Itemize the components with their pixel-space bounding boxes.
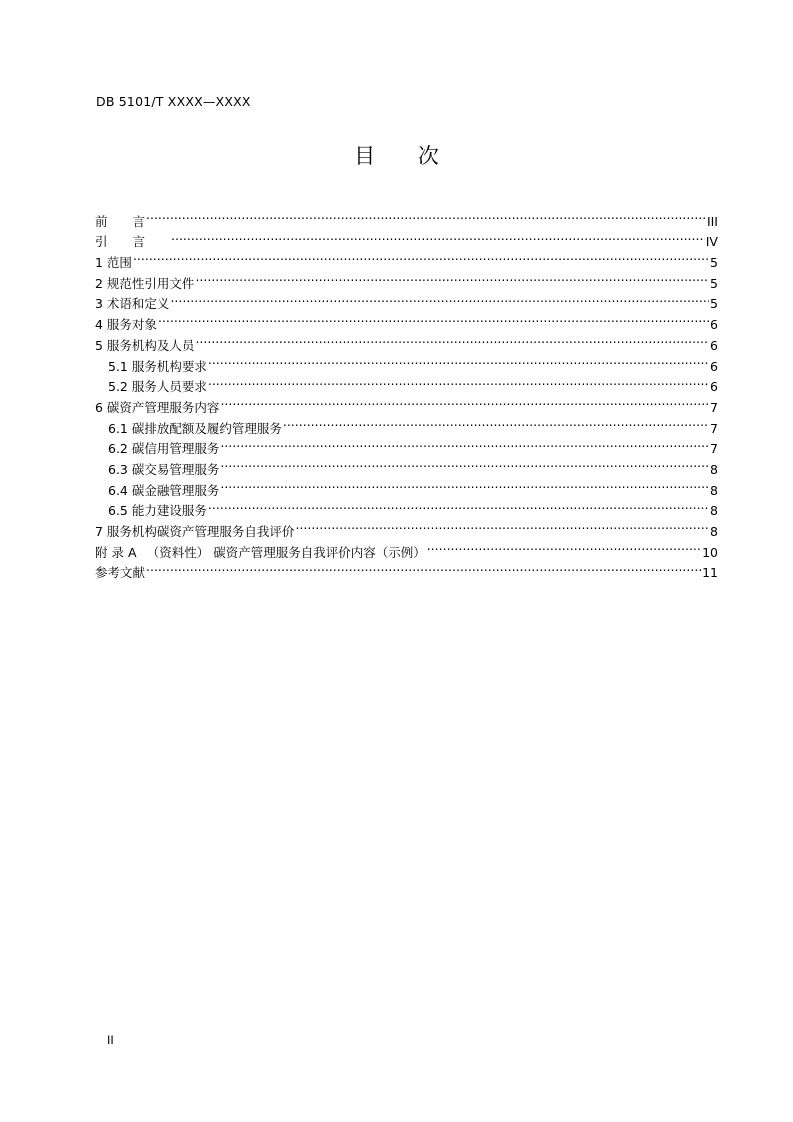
toc-leader-dots (146, 205, 706, 226)
toc-entry-service-objects[interactable] (95, 308, 718, 333)
toc-entry-label: 6.5 能力建设服务 (108, 503, 207, 519)
toc-entry-scope[interactable] (95, 246, 718, 271)
toc-entry-label: 引 言 (95, 234, 171, 250)
footer-page-number: II (107, 1033, 114, 1047)
toc-entry-page: 7 (710, 399, 718, 415)
toc-leader-dots (146, 557, 701, 578)
toc-entry-label: 2 规范性引用文件 (95, 275, 195, 291)
toc-leader-dots (283, 412, 709, 433)
toc-leader-dots (208, 350, 709, 371)
toc-entry-page: 8 (710, 461, 718, 477)
toc-leader-dots (220, 474, 709, 495)
toc-leader-dots (208, 495, 709, 516)
toc-entry-page: 5 (710, 255, 718, 271)
toc-entry-page: 10 (702, 544, 718, 560)
toc-entry-label: 6.3 碳交易管理服务 (108, 461, 220, 477)
toc-entry-label: 附 录 A （资料性） 碳资产管理服务自我评价内容（示例） (95, 544, 426, 560)
toc-entry-page: 5 (710, 275, 718, 291)
toc-leader-dots (220, 391, 709, 412)
toc-leader-dots (208, 371, 709, 392)
toc-entry-label: 4 服务对象 (95, 317, 157, 333)
toc-entry-foreword[interactable] (95, 205, 718, 229)
toc-leader-dots (133, 246, 709, 267)
toc-leader-dots (171, 226, 705, 247)
toc-entry-page: 6 (710, 337, 718, 353)
toc-leader-dots (295, 515, 709, 536)
toc-entry-service-institutions[interactable] (95, 329, 718, 353)
toc-entry-label: 6 碳资产管理服务内容 (95, 399, 220, 415)
toc-leader-dots (195, 267, 709, 288)
toc-entry-label: 6.4 碳金融管理服务 (108, 482, 220, 498)
toc-entry-page: 8 (710, 482, 718, 498)
table-of-contents (95, 205, 718, 581)
toc-entry-label: 6.1 碳排放配额及履约管理服务 (108, 420, 282, 436)
toc-entry-normative-references[interactable] (95, 267, 718, 291)
toc-entry-page: 7 (710, 441, 718, 457)
toc-entry-page: 11 (702, 565, 718, 581)
toc-entry-label: 5.2 服务人员要求 (108, 379, 207, 395)
toc-entry-page: 5 (710, 296, 718, 312)
toc-title: 目 次 (354, 144, 457, 168)
toc-leader-dots (158, 308, 709, 329)
toc-entry-introduction[interactable] (95, 226, 718, 250)
toc-entry-bibliography[interactable] (95, 557, 718, 581)
toc-entry-page: 6 (710, 379, 718, 395)
toc-entry-label: 1 范围 (95, 255, 132, 271)
toc-entry-page: 8 (710, 524, 718, 539)
toc-entry-label: 7 服务机构碳资产管理服务自我评价 (95, 524, 295, 539)
toc-entry-page: IV (705, 234, 718, 250)
toc-entry-label: 5 服务机构及人员 (95, 337, 195, 353)
toc-leader-dots (195, 329, 709, 350)
toc-entry-label: 参考文献 (95, 565, 146, 581)
toc-leader-dots (220, 453, 709, 474)
toc-entry-label: 3 术语和定义 (95, 296, 170, 312)
toc-entry-page: III (706, 213, 718, 229)
toc-entry-label: 前 言 (95, 213, 146, 229)
toc-entry-page: 6 (710, 358, 718, 374)
toc-entry-page: 7 (710, 420, 718, 436)
toc-entry-page: 8 (710, 503, 718, 519)
document-code: DB 5101/T XXXX—XXXX (96, 94, 251, 109)
toc-leader-dots (170, 288, 709, 309)
toc-entry-terms-definitions[interactable] (95, 288, 718, 312)
toc-entry-label: 6.2 碳信用管理服务 (108, 441, 220, 457)
toc-leader-dots (220, 433, 709, 454)
toc-entry-page: 6 (710, 317, 718, 333)
toc-leader-dots (427, 536, 701, 557)
toc-entry-label: 5.1 服务机构要求 (108, 358, 207, 374)
